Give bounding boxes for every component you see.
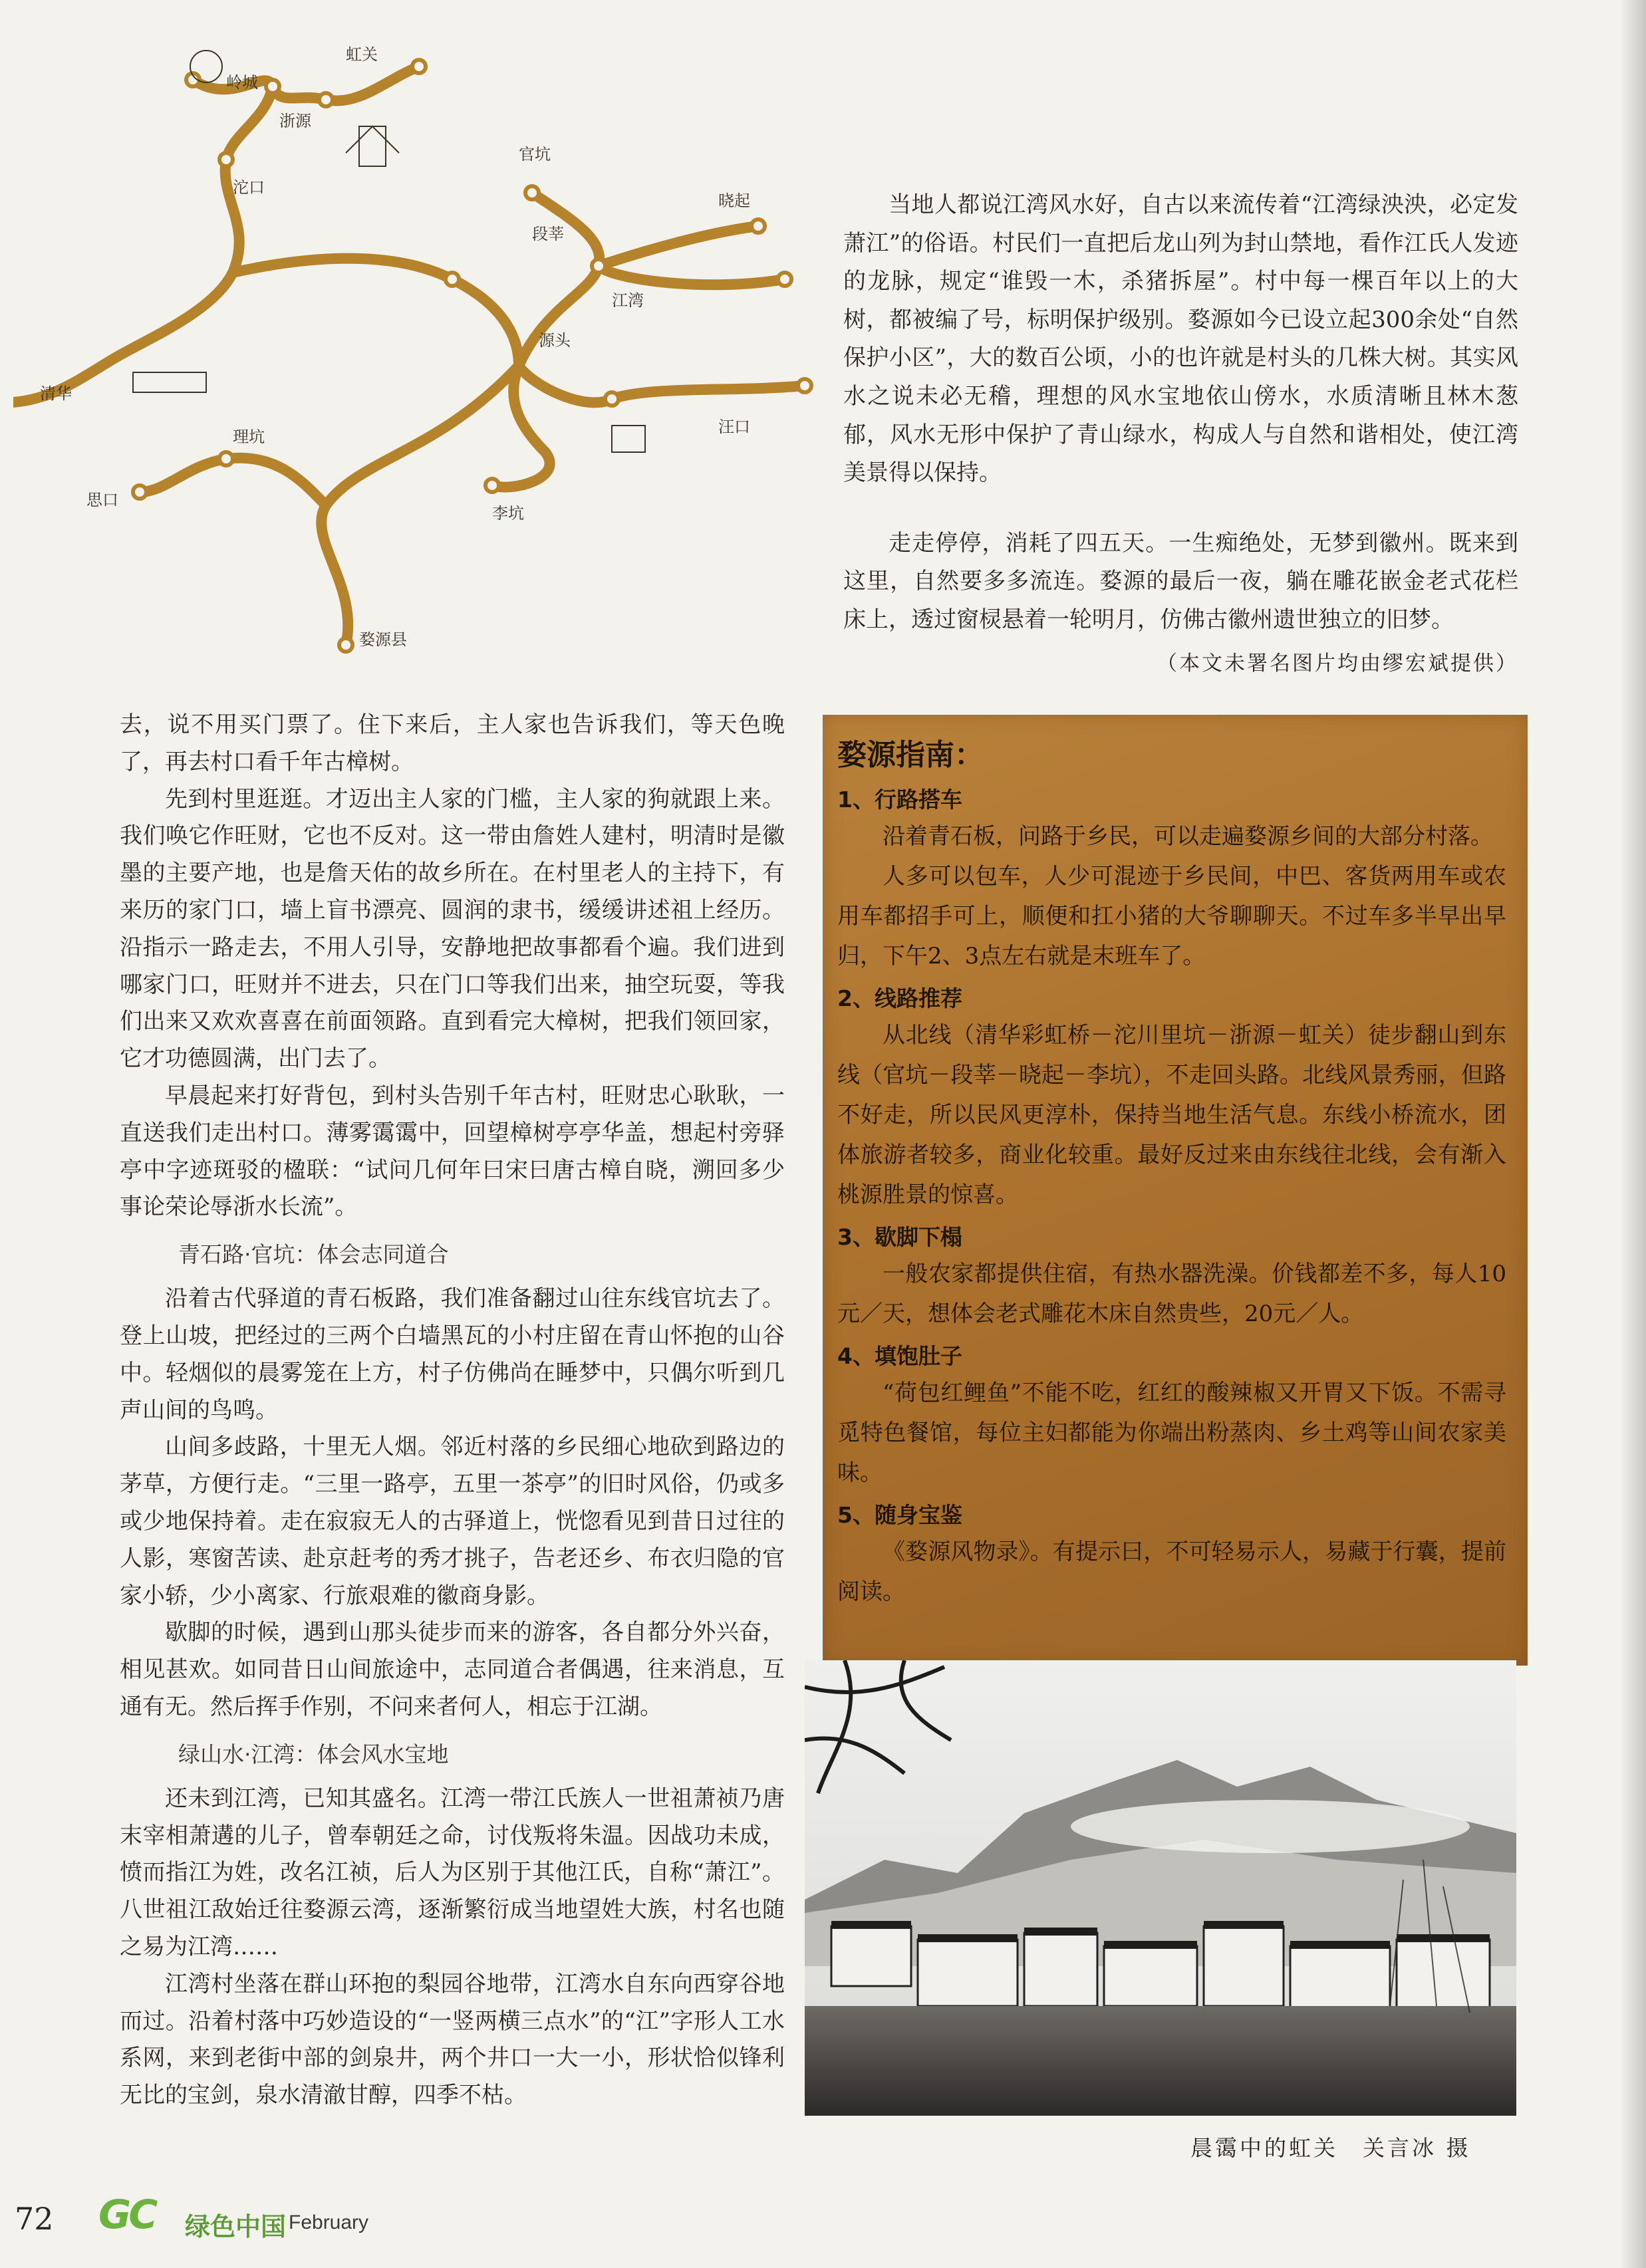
paragraph-jiangwan-village: 江湾村坐落在群山环抱的梨园谷地带，江湾水自东向西穿谷地而过。沿着村落中巧妙造设的“一竖两横三点水”的“江”字形人工水系网，来到老街中部的剑泉井，两个井口一大一小，形状恰似锋利无比的宝剑，泉水清澈甘醇，四季不枯。 [120,1970,785,2109]
guide-heading-lodging: 3、歇脚下榻 [837,1224,962,1250]
issue-month: February [289,2211,369,2233]
main-text-column [120,707,785,2114]
map-node-xiaoqi [752,219,765,233]
guide-heading-reading: 5、随身宝鉴 [837,1502,962,1528]
paragraph-fengshui: 当地人都说江湾风水好，自古以来流传着“江湾绿泱泱，必定发萧江”的俗语。村民们一直把后龙山列为封山禁地，看作江氏人发迹的龙脉，规定“谁毁一木，杀猪拆屋”。村中每一棵百年以上的大树，都被编了号，标明保护级别。婺源如今已设立起300余处“自然保护小区”，大的数百公顷，小的也许就是村头的几株大树。其实风水之说未必无稽，理想的风水宝地依山傍水，水质清晰且林木葱郁，风水无形中保护了青山绿水，构成人与自然和谐相处，使江湾美景得以保持。 [843,191,1518,487]
paragraph-morning: 早晨起来打好背包，到村头告别千年古村，旺财忠心耿耿，一直送我们走出村口。薄雾霭霭中，回望樟树亭亭华盖，想起村旁驿亭中字迹斑驳的楹联：“试问几何年曰宋曰唐古樟自晓，溯回多少事论荣论辱浙水长流”。 [120,1082,785,1221]
guide-transport-1: 沿着青石板，问路于乡民，可以走遍婺源乡间的大部分村落。 [883,823,1493,850]
map-label-taojie: 理坑 [233,428,265,446]
paragraph-village-walk: 先到村里逛逛。才迈出主人家的门槛，主人家的狗就跟上来。我们唤它作旺财，它也不反对。这一带由詹姓人建村，明清时是徽墨的主要产地，也是詹天佑的故乡所在。在村里老人的主持下，有来历的家门口，墙上盲书漂亮、圆润的隶书，缓缓讲述祖上经历。沿指示一路走去，不用人引导，安静地把故事都看个遍。我们进到哪家门口，旺财并不进去，只在门口等我们出来，抽空玩耍，等我们出来又欢欢喜喜在前面领路。直到看完大樟树，把我们领回家，它才功德圆满，出门去了。 [120,785,785,1072]
paragraph-mountain-road: 山间多歧路，十里无人烟。邻近村落的乡民细心地砍到路边的茅草，方便行走。“三里一路亭，五里一茶亭”的旧时风俗，仍或多或少地保持着。走在寂寂无人的古驿道上，恍惚看见到昔日过往的人影，寒窗苦读、赴京赶考的秀才挑子，告老还乡、布衣归隐的官家小轿，少小离家、行旅艰难的徽商身影。 [120,1434,785,1609]
page-number: 72 [15,2201,54,2237]
sun-sketch [190,51,222,82]
photo-caption: 晨霭中的虹关 关言冰 摄 [1190,2135,1471,2161]
map-label-sikou: 思口 [86,491,118,509]
paragraph-stone-path: 沿着古代驿道的青石板路，我们准备翻过山往东线官坑去了。登上山坡，把经过的三两个白墙黑瓦的小村庄留在青山怀抱的山谷中。轻烟似的晨雾笼在上方，村子仿佛尚在睡梦中，只偶尔听到几声山间的鸟鸣。 [120,1285,785,1424]
hongguan-village-photo [805,1660,1516,2116]
map-label-fengqiao: 清华 [40,384,72,403]
route-map [13,27,838,692]
map-node-tuokou [219,153,233,166]
map-node-qiuzhuang [266,80,279,93]
map-label-hongguan: 虹关 [346,45,378,64]
map-label-county: 婺源县 [359,630,407,649]
map-label-lingcheng: 岭城 [226,73,258,92]
route-south [140,366,550,645]
magazine-name: 绿色中国 [185,2212,287,2241]
pagoda-sketch [359,126,386,166]
guide-heading-routes: 2、线路推荐 [837,985,962,1011]
map-label-likeng: 李坑 [492,504,524,523]
map-node-likeng [485,479,499,492]
map-label-duanxin: 段莘 [532,225,564,243]
paragraph-rest: 歇脚的时候，遇到山那头徒步而来的游客，各自都分外兴奋，相见甚欢。如同昔日山间旅途中，志同道合者偶遇，往来消息，互通有无。然后挥手作别，不问来者何人，相忘于江湖。 [120,1619,785,1720]
map-label-tuokou: 沱口 [233,178,265,197]
section-heading-jiangwan: 绿山水·江湾：体会风水宝地 [178,1741,449,1767]
map-node-zhakou [319,93,333,106]
guide-reading: 《婺源风物录》。有提示曰，不可轻易示人，易藏于行囊，提前阅读。 [837,1539,1506,1605]
guide-transport-2: 人多可以包车，人少可混迹于乡民间，中巴、客货两用车或农用车都招手可上，顺便和扛小猪的大爷聊聊天。不过车多半早出早归，下午2、3点左右就是末班车了。 [837,863,1506,969]
map-node-end [798,379,811,392]
paragraph-farewell: 走走停停，消耗了四五天。一生痴绝处，无梦到徽州。既来到这里，自然要多多流连。婺源的最后一夜，躺在雕花嵌金老式花栏床上，透过窗棂悬着一轮明月，仿佛古徽州遗世独立的旧梦。 [843,529,1518,633]
guide-heading-food: 4、填饱肚子 [837,1343,962,1369]
page-edge-shadow [1619,0,1646,2268]
map-node-county [339,638,352,652]
map-label-xiaoqi: 晓起 [718,191,750,210]
map-node-duanxin [592,259,605,273]
map-label-guankeng: 官坑 [519,145,551,164]
intro-column [843,186,1518,676]
map-node-wangkou [605,392,618,406]
bridge-sketch [133,372,206,392]
map-node-qinghua [219,452,233,465]
map-label-fushi: 源头 [539,331,571,350]
map-node-sikou [133,485,146,499]
gate-sketch [612,426,645,452]
map-label-zhakou: 浙源 [279,112,311,130]
magazine-logo: GC [98,2192,156,2238]
map-label-wangkou: 汪口 [718,418,750,436]
guide-title: 婺源指南： [837,738,984,772]
map-node-guankeng [525,186,539,199]
guide-food: “荷包红鲤鱼”不能不吃，红红的酸辣椒又开胃又下饭。不需寻觅特色餐馆，每位主妇都能为你端出粉蒸肉、乡土鸡等山间农家美味。 [837,1380,1506,1486]
paragraph-jiangwan-history: 还未到江湾，已知其盛名。江湾一带江氏族人一世祖萧祯乃唐末宰相萧遘的儿子，曾奉朝廷之命，讨伐叛将朱温。因战功未成，愤而指江为姓，改名江祯，后人为区别于其他江氏，自称“萧江”。八世祖江敌始迁往婺源云湾，逐渐繁衍成当地望姓大族，村名也随之易为江湾…… [120,1785,785,1960]
paragraph-continued: 去，说不用买门票了。住下来后，主人家也告诉我们，等天色晚了，再去村口看千年古樟树。 [120,711,785,775]
map-node-xiaoqi2 [778,273,791,286]
wuyuan-guide-box [823,715,1528,1666]
route-north [13,66,419,402]
map-node-hongguan [412,60,426,73]
map-label-jiangwan: 江湾 [612,291,644,310]
guide-routes: 从北线（清华彩虹桥－沱川里坑－浙源－虹关）徒步翻山到东线（官坑－段莘－晓起－李坑），不走回头路。北线风景秀丽，但路不好走，所以民风更淳朴，保持当地生活气息。东线小桥流水，团体旅游者较多，商业化较重。最好反过来由东线往北线，会有渐入桃源胜景的惊喜。 [837,1022,1506,1208]
section-heading-guankeng: 青石路·官坑：体会志同道合 [178,1241,449,1268]
guide-lodging: 一般农家都提供住宿，有热水器洗澡。价钱都差不多，每人10元／天，想体会老式雕花木床自然贵些，20元／人。 [837,1261,1506,1327]
guide-heading-transport: 1、行路搭车 [837,787,962,813]
photo-credit: （本文未署名图片均由缪宏斌提供） [1157,651,1518,676]
map-node-jiangwan [446,273,459,286]
